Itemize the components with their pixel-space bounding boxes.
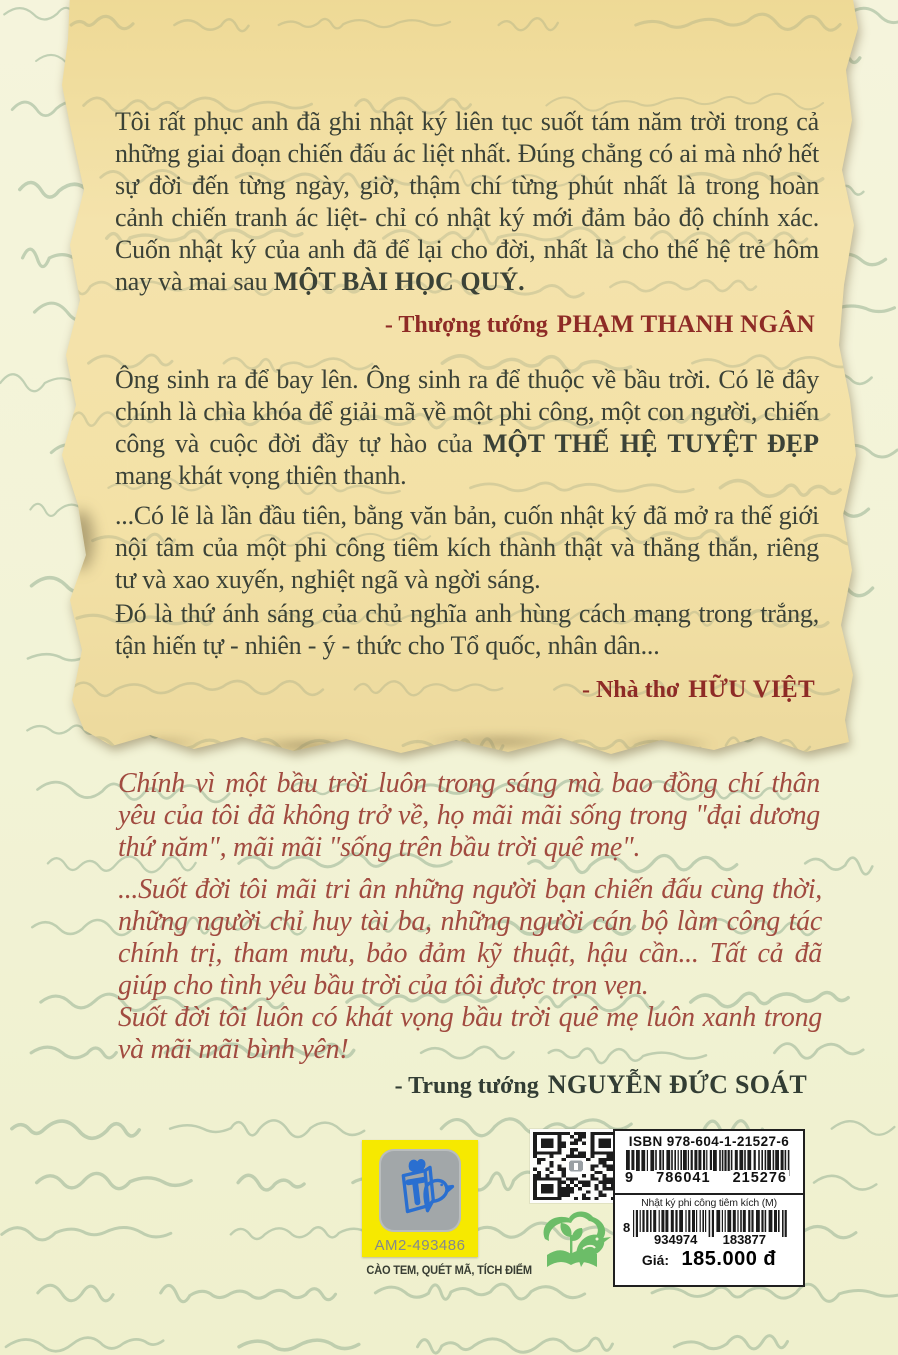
ean-group2: 215276 <box>732 1170 787 1186</box>
loyalty-stamp <box>362 1140 478 1257</box>
qr-code-icon <box>530 1129 622 1203</box>
author-signature <box>115 1070 807 1100</box>
author-1-name: PHẠM THANH NGÂN <box>556 311 815 338</box>
isbn-price-label <box>613 1129 805 1287</box>
testimonial-1-text: Tôi rất phục anh đã ghi nhật ký liên tục suốt tám năm trời trong cả những giai đoạn chiến đấu ác liệt nhất. Đúng chẳng có ai mà nhớ hết sự đời đến từng ngày, giờ, thậm chí từng phút nhất là trong hoàn cảnh chiến tranh ác liệt- chỉ có nhật ký mới đảm bảo độ chính xác. Cuốn nhật ký của anh đã để lại cho đời, nhất là cho thế hệ trẻ hôm nay và mai sau <box>115 107 819 296</box>
price-label: Giá: <box>641 1252 670 1268</box>
testimonial-1-author <box>115 311 815 339</box>
testimonial-1-bold: MỘT BÀI HỌC QUÝ. <box>273 267 525 296</box>
product-code-lead: 8 <box>623 1220 631 1235</box>
paper-stain <box>68 510 94 570</box>
testimonial-2 <box>115 364 819 492</box>
testimonial-2-text: Ông sinh ra để bay lên. Ông sinh ra để thuộc về bầu trời. Có lẽ đây chính là chìa khóa để giải mã về một phi công, một con người, chiến công và cuộc đời đầy tự hào của <box>115 365 819 458</box>
testimonial-2-bold: MỘT THẾ HỆ TUYỆT ĐẸP <box>482 429 820 458</box>
ean-group1: 786041 <box>656 1170 711 1186</box>
dove-book-T-icon <box>385 1153 455 1225</box>
price-value: 185.000 đ <box>681 1248 777 1270</box>
publisher-dove-leaf-logo-icon <box>531 1205 615 1281</box>
author-rank: - Trung tướng <box>394 1073 539 1099</box>
author-name: NGUYỄN ĐỨC SOÁT <box>547 1070 807 1099</box>
author-2-name: HỮU VIỆT <box>688 676 815 703</box>
testimonial-3 <box>115 500 819 596</box>
author-1-rank: - Thượng tướng <box>384 312 548 338</box>
product-code-group2: 183877 <box>720 1232 769 1247</box>
testimonial-3-text: ...Có lẽ là lần đầu tiên, bằng văn bản, cuốn nhật ký đã mở ra thế giới nội tâm của một phi công tiêm kích thành thật và thẳng thắn, riêng tư và xao xuyến, nghiệt ngã và ngời sáng. <box>115 501 819 594</box>
stamp-code: AM2-493486 <box>374 1237 466 1254</box>
testimonial-4-text: Đó là thứ ánh sáng của chủ nghĩa anh hùng cách mạng trong trắng, tận hiến tự - nhiên - ý - thức cho Tổ quốc, nhân dân... <box>115 599 819 660</box>
price-row <box>615 1248 803 1271</box>
author-2-role: - Nhà thơ <box>581 677 680 703</box>
product-title: Nhật ký phi công tiêm kích (M) <box>641 1197 777 1209</box>
testimonial-2-after: mang khát vọng thiên thanh. <box>115 461 407 490</box>
author-quote-3: Suốt đời tôi luôn có khát vọng bầu trời quê mẹ luôn xanh trong và mãi mãi bình yên! <box>118 1002 822 1065</box>
product-barcode-row <box>615 1209 803 1237</box>
testimonial-2-author <box>115 676 815 704</box>
ean-lead: 9 <box>625 1170 635 1186</box>
torn-edge-smudge <box>106 730 824 756</box>
stamp-caption: CÀO TEM, QUÉT MÃ, TÍCH ĐIỂM <box>366 1263 532 1277</box>
product-code-group1: 934974 <box>651 1232 700 1247</box>
author-quote-2: ...Suốt đời tôi mãi tri ân những người bạn chiến đấu cùng thời, những người chỉ huy tài ba, những người cán bộ làm công tác chính trị, tham mưu, bảo đảm kỹ thuật, hậu cần... Tất cả đã giúp cho tình yêu bầu trời của tôi được trọn vẹn. <box>118 874 822 1001</box>
testimonial-4 <box>115 598 819 662</box>
ean-digits <box>615 1170 803 1186</box>
product-section <box>615 1197 803 1288</box>
author-quote-1: Chính vì một bầu trời luôn trong sáng mà bao đồng chí thân yêu của tôi đã không trở về, họ mãi mãi sống trong "đại dương thứ năm", mãi mãi "sống trên bầu trời quê mẹ". <box>118 768 820 863</box>
isbn-text: ISBN 978-604-1-21527-6 <box>628 1134 790 1149</box>
stamp-dove-book-logo-icon <box>379 1149 461 1232</box>
testimonial-1 <box>115 106 819 298</box>
isbn-section <box>615 1134 803 1195</box>
